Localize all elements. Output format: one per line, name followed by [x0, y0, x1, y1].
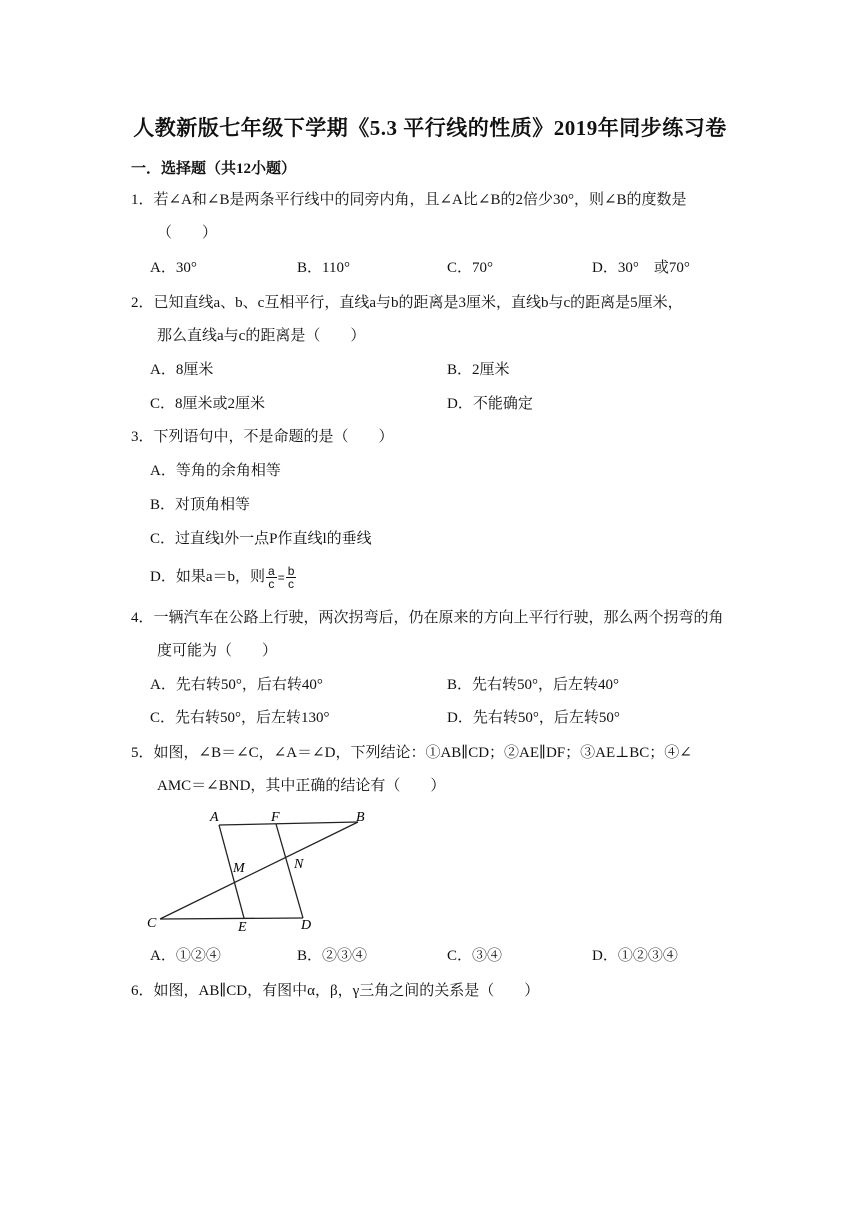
q3-option-b: B．对顶角相等 [150, 497, 251, 513]
fraction-b-over-c [286, 565, 297, 590]
q5-option-a: A．①②④ [150, 948, 221, 964]
q2-stem-line1: 2．已知直线a、b、c互相平行，直线a与b的距离是3厘米，直线b与c的距离是5厘米， [131, 295, 683, 311]
point-label-a: A [210, 810, 219, 825]
q5-stem-line2: AMC＝∠BND，其中正确的结论有（ ） [157, 778, 446, 794]
q1-stem-line2: （ ） [157, 225, 218, 241]
equals-sign: = [277, 570, 285, 585]
section-heading: 一．选择题（共12小题） [131, 161, 297, 177]
q3-stem: 3．下列语句中，不是命题的是（ ） [131, 429, 394, 445]
fraction-numerator: b [287, 564, 295, 578]
point-label-b: B [356, 810, 365, 825]
q4-stem-line1: 4．一辆汽车在公路上行驶，两次拐弯后，仍在原来的方向上平行行驶，那么两个拐弯的角 [131, 610, 724, 626]
q5-option-d: D．①②③④ [592, 948, 678, 964]
point-label-e: E [238, 920, 247, 935]
q2-option-c: C．8厘米或2厘米 [150, 396, 266, 412]
q1-stem-line1: 1．若∠A和∠B是两条平行线中的同旁内角，且∠A比∠B的2倍少30°，则∠B的度数是 [131, 192, 687, 208]
q5-option-b: B．②③④ [297, 948, 368, 964]
point-label-n: N [294, 857, 304, 872]
q1-option-c: C．70° [447, 260, 494, 276]
fraction-denominator: c [288, 577, 295, 591]
q4-stem-line2: 度可能为（ ） [157, 643, 278, 659]
q3-option-d [150, 565, 297, 590]
q2-option-a: A．8厘米 [150, 362, 214, 378]
page-title: 人教新版七年级下学期《5.3 平行线的性质》2019年同步练习卷 [133, 116, 727, 140]
q3-option-c: C．过直线l外一点P作直线l的垂线 [150, 531, 372, 547]
fraction-a-over-c [266, 565, 277, 590]
q2-stem-line2: 那么直线a与c的距离是（ ） [157, 328, 366, 344]
point-label-d: D [301, 918, 312, 933]
q5-option-c: C．③④ [447, 948, 503, 964]
fraction-numerator: a [268, 564, 275, 578]
point-label-m: M [233, 861, 245, 876]
q2-option-d: D．不能确定 [447, 396, 533, 412]
point-label-f: F [271, 810, 280, 825]
q1-option-a: A．30° [150, 260, 197, 276]
q2-option-b: B．2厘米 [447, 362, 510, 378]
q5-geometry-figure [140, 805, 380, 935]
q3-option-a: A．等角的余角相等 [150, 463, 281, 479]
q4-option-c: C．先右转50°，后左转130° [150, 710, 330, 726]
q6-stem: 6．如图，AB∥CD，有图中α，β，γ三角之间的关系是（ ） [131, 983, 540, 999]
q1-option-d: D．30° 或70° [592, 260, 690, 276]
q4-option-b: B．先右转50°，后左转40° [447, 677, 620, 693]
q5-stem-line1: 5．如图，∠B＝∠C，∠A＝∠D，下列结论：①AB∥CD；②AE∥DF；③AE⊥BC；④∠ [131, 745, 692, 761]
q1-option-b: B．110° [297, 260, 350, 276]
q4-option-d: D．先右转50°，后左转50° [447, 710, 620, 726]
q3-option-d-text: D．如果a＝b，则 [150, 568, 265, 585]
point-label-c: C [147, 916, 157, 931]
q4-option-a: A．先右转50°，后右转40° [150, 677, 323, 693]
fraction-denominator: c [268, 577, 275, 591]
